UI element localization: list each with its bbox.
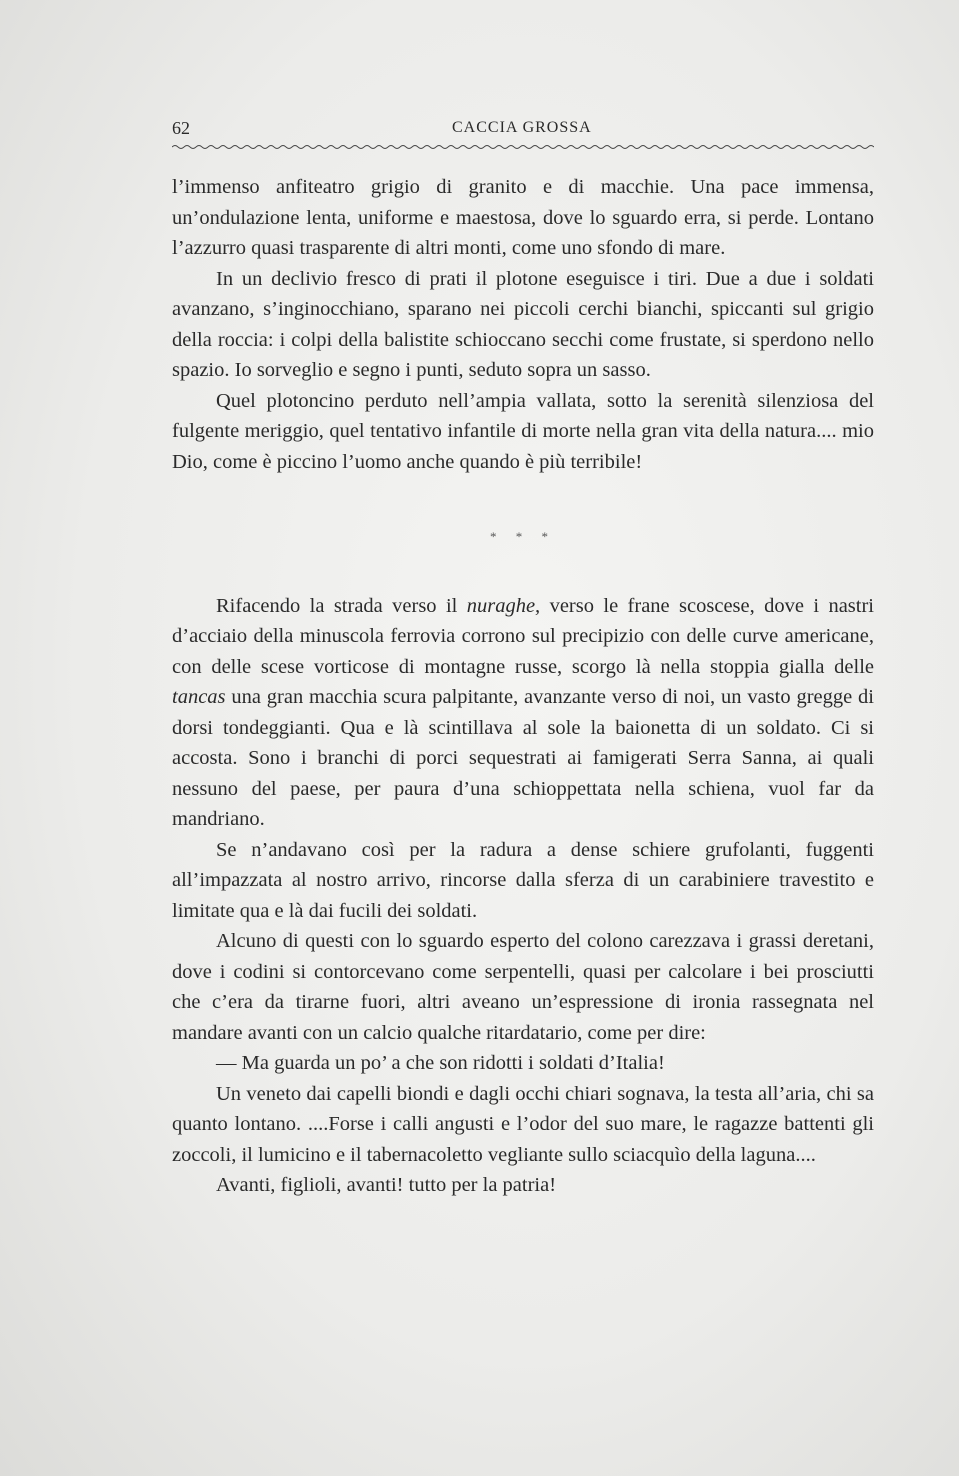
paragraph: Se n’andavano così per la radura a dense schiere grufolanti, fuggenti all’impazzata al nostro arrivo, rincorse dalla sferza di un carabiniere travestito e limitate qua e là dai fucili dei soldati. [172, 838, 874, 922]
italic-term: nuraghe, [466, 594, 541, 617]
page-header [172, 118, 874, 142]
running-title: CACCIA GROSSA [452, 119, 592, 136]
text-run: una gran macchia scura palpitante, avanzante verso di noi, un vasto gregge di dorsi tondeggianti. Qua e là scintillava al sole la baionetta di un soldato. Ci si accosta. Sono i branchi di porci sequestrati ai famigerati Serra Sanna, ai quali nessuno del paese, per paura d’una schioppettata nella schiena, vuol far da mandriano. [172, 686, 874, 830]
text-run: verso le frane scoscese, dove i nastri d’acciaio della minuscola ferrovia corrono sul precipizio con delle curve americane, con delle scese vorticose di montagne russe, scorgo là nella stoppia gialla delle [172, 594, 875, 678]
paragraph: Un veneto dai capelli biondi e dagli occhi chiari sognava, la testa all’aria, chi sa quanto lontano. ....Forse i calli angusti e l’odor del suo mare, le ragazze battenti gli zoccoli, il lumicino e il tabernacoletto vegliante sullo sciacquìo della laguna.... [172, 1082, 874, 1166]
paragraph: In un declivio fresco di prati il plotone eseguisce i tiri. Due a due i soldati avanzano, s’inginocchiano, sparano nei piccoli cerchi bianchi, spiccanti sul grigio della roccia: i colpi della balistite schioccano secchi come frustate, si sperdono nello spazio. Io sorveglio e segno i punti, seduto sopra un sasso. [172, 267, 874, 381]
paragraph: Quel plotoncino perduto nell’ampia vallata, sotto la serenità silenziosa del fulgente meriggio, quel tentativo infantile di morte nella gran vita della natura.... mio Dio, come è piccino l’uomo anche quando è più terribile! [172, 389, 874, 473]
section-break-asterisks: * * * [490, 529, 556, 544]
dialogue-line: — Ma guarda un po’ a che son ridotti i soldati d’Italia! [216, 1052, 665, 1074]
decorative-wavy-rule [172, 143, 874, 151]
paragraph [172, 591, 874, 835]
body-text [172, 172, 874, 1201]
paragraph: l’immenso anfiteatro grigio di granito e di macchie. Una pace immensa, un’ondulazione lenta, uniforme e maestosa, dove lo sguardo erra, si perde. Lontano l’azzurro quasi trasparente di altri monti, come uno sfondo di mare. [172, 176, 874, 259]
paragraph: Alcuno di questi con lo sguardo esperto del colono carezzava i grassi deretani, dove i codini si contorcevano come serpentelli, quasi per calcolare i bei prosciutti che c’era da tirarne fuori, altri aveano un’espressione di ironia rassegnata nel mandare avanti con un calcio qualche ritardatario, come per dire: [172, 930, 874, 1044]
paragraph: Avanti, figlioli, avanti! tutto per la patria! [216, 1174, 557, 1196]
page-number: 62 [172, 118, 190, 138]
text-run: Rifacendo la strada verso il [216, 594, 467, 617]
italic-term: tancas [172, 686, 226, 708]
